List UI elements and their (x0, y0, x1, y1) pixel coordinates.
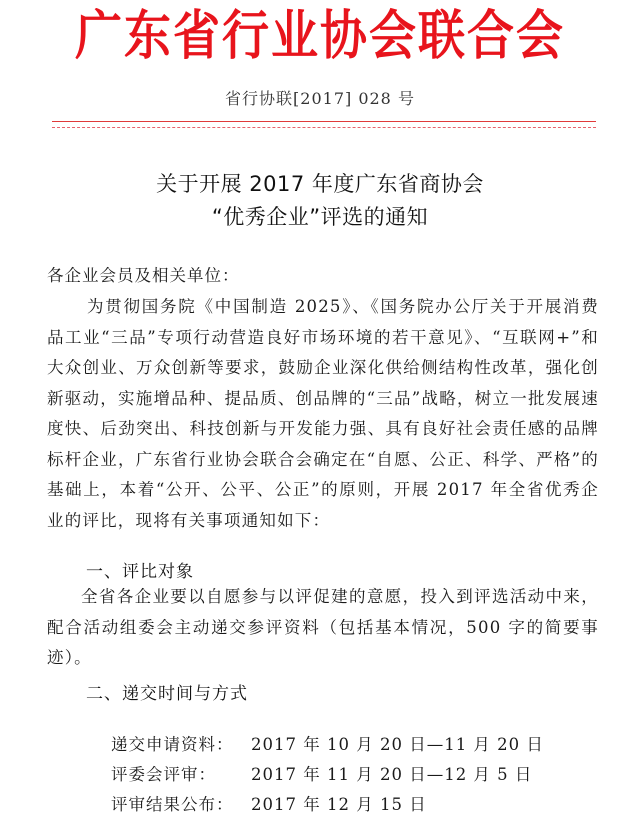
notice-title-line-2: “优秀企业”评选的通知 (211, 205, 429, 229)
section-1-title: 一、评比对象 (86, 562, 194, 582)
organization-title: 广东省行业协会联合会 (75, 5, 565, 67)
schedule-date: 2017 年 12 月 15 日 (250, 795, 427, 814)
section-1-paragraph: 全省各企业要以自愿参与以评促建的意愿，投入到评选活动中来，配合活动组委会主动递交参评资料（包括基本情况，500 字的简要事迹）。 (47, 587, 599, 667)
intro-paragraph: 为贯彻国务院《中国制造 2025》、《国务院办公厅关于开展消费品工业“三品”专项行动营造良好市场环境的若干意见》、“互联网+”和大众创业、万众创新等要求，鼓励企业深化供给侧结构性改革，强化创新驱动，实施增品种、提品质、创品牌的“三品”战略，树立一批发展速度快、后劲突出、科技创新与开发能力强、具有良好社会责任感的品牌标杆企业，广东省行业协会联合会确定在“自愿、公正、科学、严格”的基础上，本着“公开、公平、公正”的原则，开展 2017 年全省优秀企业的评比，现将有关事项通知如下： (47, 297, 599, 530)
header-divider-line (52, 121, 596, 122)
schedule-row (86, 772, 427, 834)
schedule-date: 2017 年 11 月 20 日—12 月 5 日 (250, 765, 533, 784)
schedule-label: 递交申请资料： (110, 735, 234, 754)
schedule-date: 2017 年 10 月 20 日—11 月 20 日 (250, 735, 544, 754)
notice-title-line-1: 关于开展 2017 年度广东省商协会 (156, 172, 484, 196)
section-2-title: 二、递交时间与方式 (86, 684, 248, 704)
schedule-label: 评审结果公布： (110, 795, 234, 814)
header-divider-dashed-line (52, 127, 596, 128)
schedule-label: 评委会评审： (110, 765, 216, 784)
salutation: 各企业会员及相关单位： (47, 266, 240, 285)
document-number: 省行协联[2017] 028 号 (225, 89, 415, 108)
